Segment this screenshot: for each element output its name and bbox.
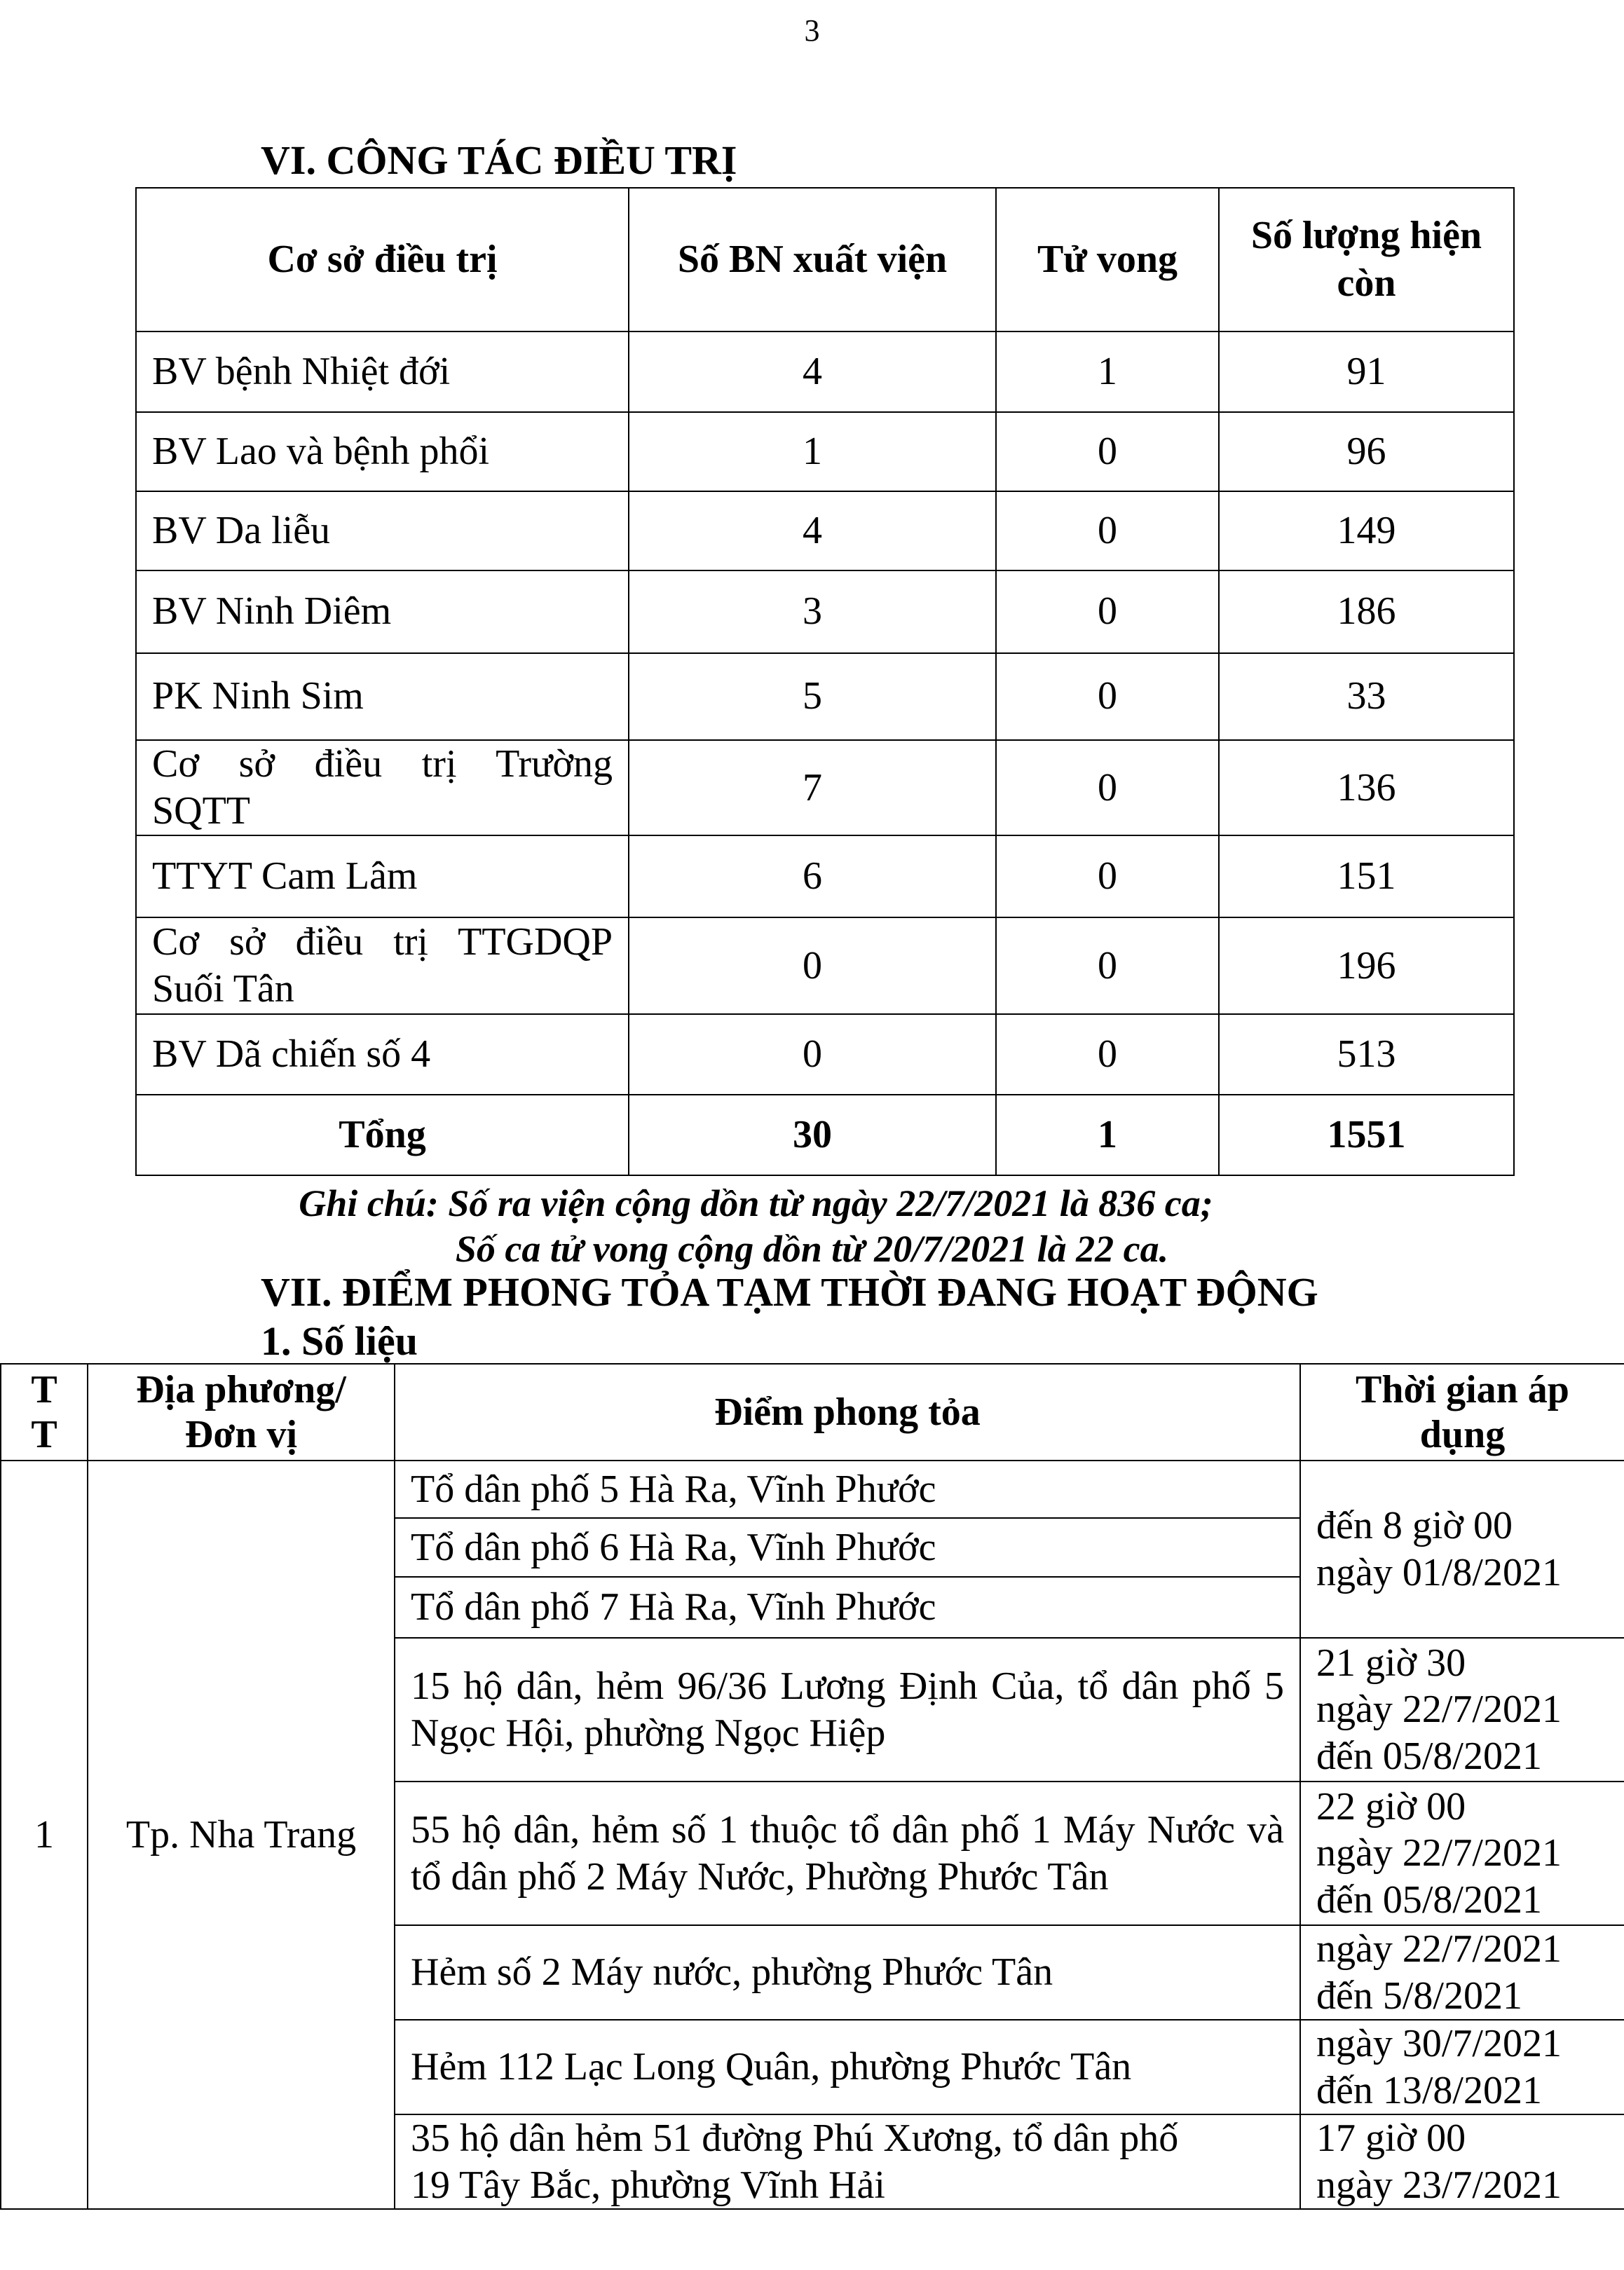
discharged-value: 5 [629, 653, 996, 740]
deaths-value: 0 [996, 491, 1219, 570]
total-deaths: 1 [996, 1095, 1219, 1175]
point-line-1: 35 hộ dân hẻm 51 đường Phú Xương, tổ dân phố [411, 2117, 1179, 2161]
table-row [136, 1014, 1514, 1095]
lockdown-point: 55 hộ dân, hẻm số 1 thuộc tổ dân phố 1 Máy Nước và tổ dân phố 2 Máy Nước, Phường Phước Tân [395, 1782, 1300, 1925]
header-locality-line-1: Địa phương/ [136, 1367, 346, 1411]
current-value: 33 [1219, 653, 1514, 740]
lockdown-table [0, 1363, 1624, 2210]
facility-name [136, 740, 629, 835]
deaths-value: 0 [996, 1014, 1219, 1095]
table-row [136, 491, 1514, 570]
facility-name: BV bệnh Nhiệt đới [136, 331, 629, 412]
lockdown-time [1300, 1782, 1624, 1925]
time-line-3: đến 05/8/2021 [1316, 1878, 1542, 1922]
time-line-2: ngày 01/8/2021 [1316, 1550, 1562, 1594]
current-value: 149 [1219, 491, 1514, 570]
lockdown-point: Tổ dân phố 5 Hà Ra, Vĩnh Phước [395, 1461, 1300, 1518]
facility-name: TTYT Cam Lâm [136, 835, 629, 917]
deaths-value: 0 [996, 917, 1219, 1014]
deaths-value: 0 [996, 412, 1219, 491]
time-line-2: đến 5/8/2021 [1316, 1974, 1522, 2018]
total-current: 1551 [1219, 1095, 1514, 1175]
facility-name [136, 917, 629, 1014]
row-number: 1 [1, 1461, 88, 2209]
table-row [136, 835, 1514, 917]
header-tt-line-1: T [31, 1367, 57, 1411]
current-value: 136 [1219, 740, 1514, 835]
discharged-value: 0 [629, 917, 996, 1014]
lockdown-point: Hẻm 112 Lạc Long Quân, phường Phước Tân [395, 2020, 1300, 2114]
time-line-3: đến 05/8/2021 [1316, 1734, 1542, 1778]
current-value: 91 [1219, 331, 1514, 412]
table-row [136, 917, 1514, 1014]
deaths-value: 0 [996, 740, 1219, 835]
facility-name: BV Lao và bệnh phổi [136, 412, 629, 491]
total-discharged: 30 [629, 1095, 996, 1175]
header-tt [1, 1364, 88, 1461]
time-line-1: 22 giờ 00 [1316, 1785, 1466, 1829]
facility-name-line-2: Suối Tân [152, 967, 294, 1011]
facility-name-line-1: Cơ sở điều trị Trường [152, 742, 613, 786]
discharged-value: 0 [629, 1014, 996, 1095]
deaths-value: 0 [996, 835, 1219, 917]
current-value: 513 [1219, 1014, 1514, 1095]
time-line-2: ngày 23/7/2021 [1316, 2163, 1562, 2207]
discharged-value: 4 [629, 331, 996, 412]
lockdown-point: Tổ dân phố 6 Hà Ra, Vĩnh Phước [395, 1518, 1300, 1577]
facility-name-line-2: SQTT [152, 789, 250, 833]
discharged-value: 6 [629, 835, 996, 917]
time-line-1: 17 giờ 00 [1316, 2117, 1466, 2161]
treatment-table [135, 187, 1515, 1176]
time-line-2: đến 13/8/2021 [1316, 2068, 1542, 2112]
header-time-line-2: dụng [1419, 1413, 1506, 1456]
time-line-2: ngày 22/7/2021 [1316, 1688, 1562, 1732]
header-current: Số lượng hiện còn [1219, 188, 1514, 331]
facility-name: BV Dã chiến số 4 [136, 1014, 629, 1095]
time-line-1: đến 8 giờ 00 [1316, 1504, 1513, 1548]
lockdown-point: Hẻm số 2 Máy nước, phường Phước Tân [395, 1925, 1300, 2020]
facility-name-line-1: Cơ sở điều trị TTGDQP [152, 920, 613, 964]
table-row [136, 331, 1514, 412]
header-locality-line-2: Đơn vị [184, 1413, 298, 1456]
header-time-line-1: Thời gian áp [1356, 1367, 1569, 1411]
facility-name: BV Da liễu [136, 491, 629, 570]
facility-name: PK Ninh Sim [136, 653, 629, 740]
time-line-1: ngày 22/7/2021 [1316, 1927, 1562, 1971]
lockdown-time [1300, 1925, 1624, 2020]
current-value: 151 [1219, 835, 1514, 917]
lockdown-header-row [1, 1364, 1624, 1461]
time-line-1: 21 giờ 30 [1316, 1641, 1466, 1686]
table-row [136, 653, 1514, 740]
deaths-value: 0 [996, 653, 1219, 740]
section-7-title: VII. ĐIỂM PHONG TỎA TẠM THỜI ĐANG HOẠT ĐỘNG [261, 1269, 1318, 1315]
header-time [1300, 1364, 1624, 1461]
discharged-value: 7 [629, 740, 996, 835]
treatment-header-row [136, 188, 1514, 331]
header-discharged: Số BN xuất viện [629, 188, 996, 331]
header-deaths: Tử vong [996, 188, 1219, 331]
table-row [136, 412, 1514, 491]
table-row [136, 570, 1514, 653]
current-value: 186 [1219, 570, 1514, 653]
time-line-1: ngày 30/7/2021 [1316, 2022, 1562, 2066]
lockdown-point: 15 hộ dân, hẻm 96/36 Lương Định Của, tổ dân phố 5 Ngọc Hội, phường Ngọc Hiệp [395, 1638, 1300, 1782]
total-label: Tổng [136, 1095, 629, 1175]
deaths-value: 0 [996, 570, 1219, 653]
current-value: 96 [1219, 412, 1514, 491]
lockdown-time [1300, 2114, 1624, 2209]
discharged-value: 3 [629, 570, 996, 653]
discharged-value: 4 [629, 491, 996, 570]
locality-name: Tp. Nha Trang [88, 1461, 395, 2209]
table-row [1, 1461, 1624, 1518]
lockdown-time [1300, 1638, 1624, 1782]
table-row [136, 740, 1514, 835]
lockdown-time [1300, 1461, 1624, 1638]
section-6-title: VI. CÔNG TÁC ĐIỀU TRỊ [261, 137, 737, 183]
facility-name: BV Ninh Diêm [136, 570, 629, 653]
deaths-value: 1 [996, 331, 1219, 412]
time-line-2: ngày 22/7/2021 [1316, 1831, 1562, 1875]
current-value: 196 [1219, 917, 1514, 1014]
lockdown-point [395, 2114, 1300, 2209]
header-point: Điểm phong tỏa [395, 1364, 1300, 1461]
note-deaths: Số ca tử vong cộng dồn từ 20/7/2021 là 22 ca. [455, 1228, 1169, 1270]
header-facility: Cơ sở điều trị [136, 188, 629, 331]
point-line-2: 19 Tây Bắc, phường Vĩnh Hải [411, 2163, 885, 2207]
lockdown-time [1300, 2020, 1624, 2114]
header-tt-line-2: T [31, 1413, 57, 1456]
discharged-value: 1 [629, 412, 996, 491]
section-7-subtitle: 1. Số liệu [261, 1318, 418, 1364]
lockdown-point: Tổ dân phố 7 Hà Ra, Vĩnh Phước [395, 1577, 1300, 1638]
total-row [136, 1095, 1514, 1175]
header-locality [88, 1364, 395, 1461]
page-number: 3 [804, 13, 820, 48]
note-discharged: Ghi chú: Số ra viện cộng dồn từ ngày 22/7/2021 là 836 ca; [299, 1182, 1213, 1224]
